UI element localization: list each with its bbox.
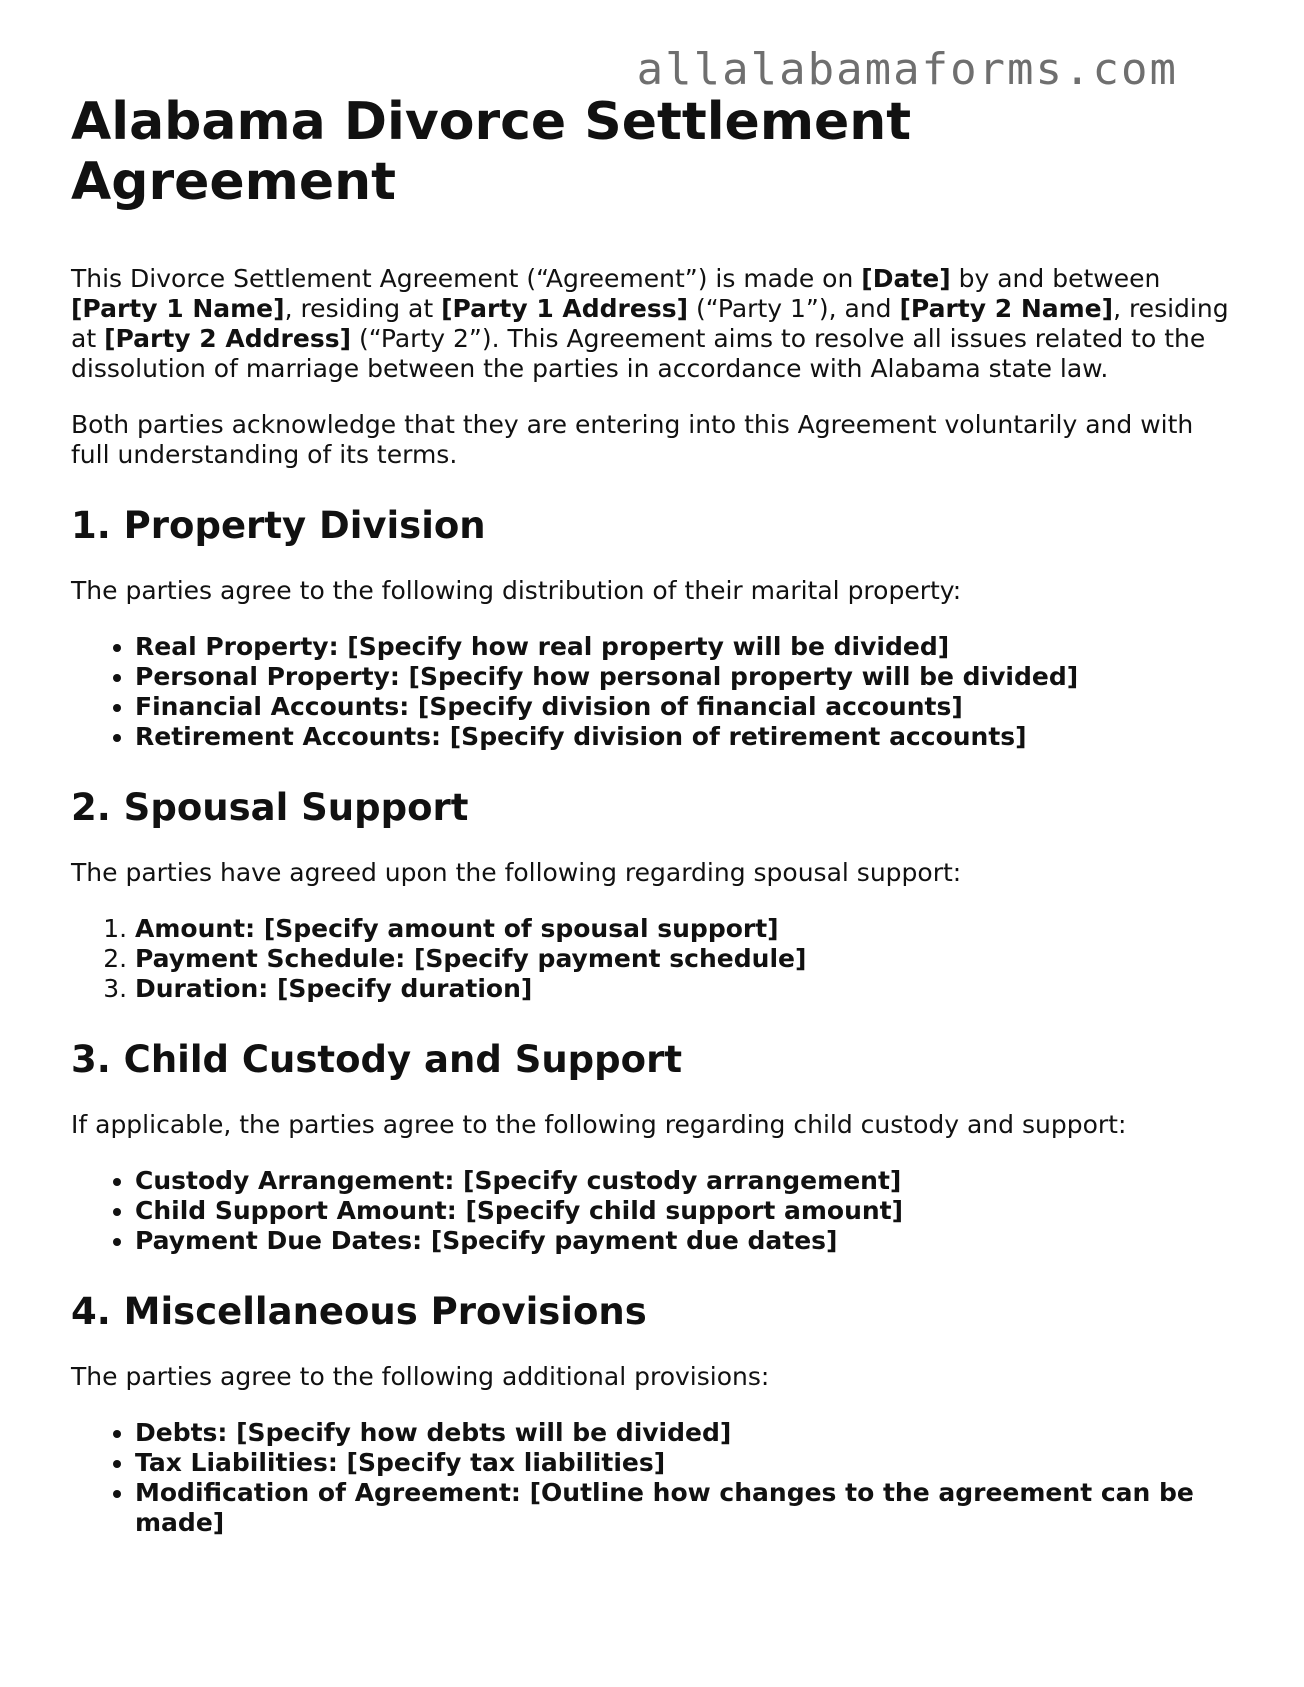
intro-text: (“Party 1”), and <box>688 294 900 323</box>
section-intro: The parties have agreed upon the following regarding spousal support: <box>71 858 962 887</box>
section-heading-property-division: 1. Property Division <box>71 504 486 547</box>
list-item: 2. Payment Schedule: [Specify payment schedule] <box>135 944 1231 974</box>
intro-text: (“Party 2”). This Agreement aims to resolve all issues related to the dissolution of marriage between the parties in accordance with Alabama state law. <box>71 324 1206 383</box>
date-placeholder: [Date] <box>861 264 951 293</box>
miscellaneous-list <box>71 1418 1231 1538</box>
section-intro: The parties agree to the following additional provisions: <box>71 1362 770 1391</box>
acknowledgement-paragraph: Both parties acknowledge that they are entering into this Agreement voluntarily and with full understanding of its terms. <box>71 410 1194 469</box>
child-custody-list <box>71 1166 1231 1256</box>
list-item: • Child Support Amount: [Specify child support amount] <box>135 1196 1231 1226</box>
intro-paragraph <box>71 264 1231 384</box>
section-heading-miscellaneous: 4. Miscellaneous Provisions <box>71 1290 647 1333</box>
intro-text: , residing at <box>71 294 1229 353</box>
list-item: • Personal Property: [Specify how personal property will be divided] <box>135 662 1231 692</box>
list-item: • Real Property: [Specify how real property will be divided] <box>135 632 1231 662</box>
intro-text: This Divorce Settlement Agreement (“Agreement”) is made on <box>71 264 862 293</box>
list-item: • Payment Due Dates: [Specify payment due dates] <box>135 1226 1231 1256</box>
section-intro: If applicable, the parties agree to the following regarding child custody and support: <box>71 1110 1127 1139</box>
list-item: • Modification of Agreement: [Outline how changes to the agreement can be made] <box>135 1478 1231 1538</box>
intro-text: by and between <box>950 264 1161 293</box>
section-intro: The parties agree to the following distribution of their marital property: <box>71 576 962 605</box>
document-content <box>71 92 1231 1566</box>
list-item: 1. Amount: [Specify amount of spousal support] <box>135 914 1231 944</box>
list-item: • Tax Liabilities: [Specify tax liabilities] <box>135 1448 1231 1478</box>
list-item: • Retirement Accounts: [Specify division of retirement accounts] <box>135 722 1231 752</box>
party1-address-placeholder: [Party 1 Address] <box>441 294 689 323</box>
list-item: • Custody Arrangement: [Specify custody arrangement] <box>135 1166 1231 1196</box>
section-heading-child-custody: 3. Child Custody and Support <box>71 1038 683 1081</box>
document-title: Alabama Divorce Settlement Agreement <box>71 92 912 212</box>
party1-name-placeholder: [Party 1 Name] <box>71 294 285 323</box>
intro-text: , residing at <box>284 294 442 323</box>
list-item: • Financial Accounts: [Specify division of financial accounts] <box>135 692 1231 722</box>
property-division-list <box>71 632 1231 752</box>
list-item: 3. Duration: [Specify duration] <box>135 974 1231 1004</box>
list-item: • Debts: [Specify how debts will be divided] <box>135 1418 1231 1448</box>
party2-name-placeholder: [Party 2 Name] <box>899 294 1114 323</box>
spousal-support-list <box>71 914 1231 1004</box>
section-heading-spousal-support: 2. Spousal Support <box>71 786 469 829</box>
site-watermark: allalabamaforms.com <box>636 44 1178 95</box>
party2-address-placeholder: [Party 2 Address] <box>104 324 352 353</box>
